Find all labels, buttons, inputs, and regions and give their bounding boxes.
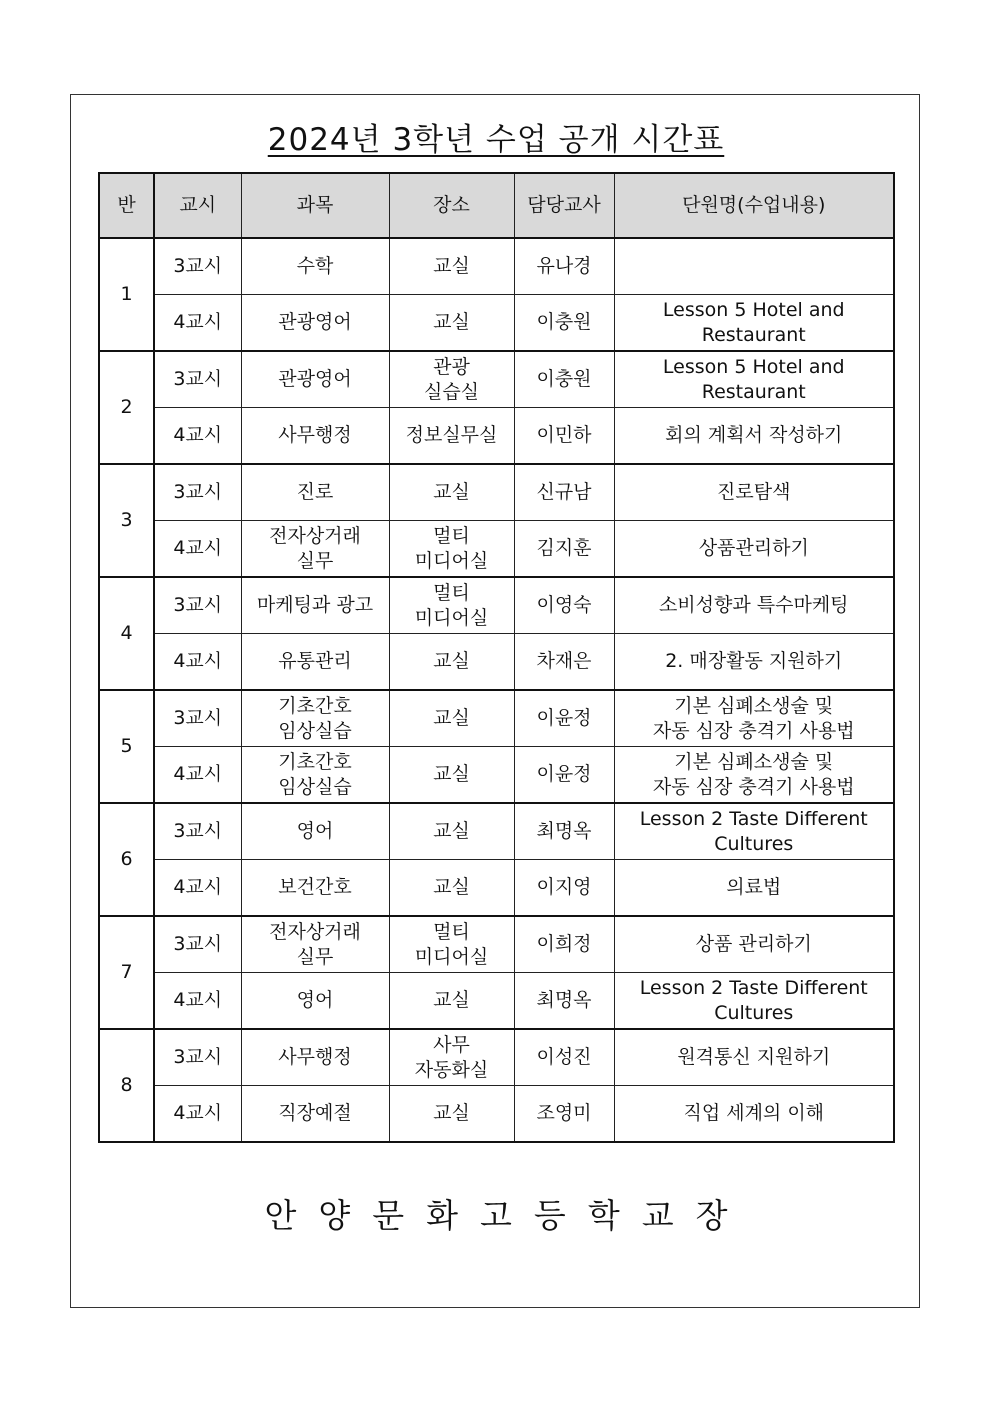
cell-subject <box>241 634 389 691</box>
place-line: 멀티 <box>433 581 470 604</box>
cell-period: 4교시 <box>154 1086 241 1143</box>
cell-subject <box>241 1029 389 1086</box>
cell-unit <box>614 464 894 521</box>
document-title-text: 2024년 3학년 수업 공개 시간표 <box>267 122 725 158</box>
cell-ban: 5 <box>99 690 154 803</box>
cell-period: 4교시 <box>154 295 241 352</box>
place-line: 교실 <box>433 650 470 672</box>
header-unit: 단원명(수업내용) <box>614 173 894 238</box>
cell-place <box>389 973 514 1030</box>
schedule-table <box>98 172 895 1143</box>
subject-line: 영어 <box>296 820 334 842</box>
place-line: 교실 <box>433 763 470 785</box>
subject-line: 영어 <box>296 989 334 1011</box>
cell-period: 3교시 <box>154 690 241 747</box>
cell-teacher: 신규남 <box>514 464 614 521</box>
cell-unit <box>614 634 894 691</box>
cell-teacher: 이영숙 <box>514 577 614 634</box>
cell-subject <box>241 916 389 973</box>
cell-period: 4교시 <box>154 634 241 691</box>
table-row <box>99 690 894 747</box>
school-principal-signature: 안양문화고등학교장 <box>264 1196 750 1235</box>
cell-subject <box>241 351 389 408</box>
table-row <box>99 577 894 634</box>
place-line: 정보실무실 <box>405 424 498 446</box>
cell-subject <box>241 238 389 295</box>
cell-period: 4교시 <box>154 521 241 578</box>
place-line: 교실 <box>433 707 470 729</box>
unit-line: Cultures <box>714 1001 794 1024</box>
unit-line: Cultures <box>714 832 794 855</box>
subject-line: 직장예절 <box>278 1102 352 1124</box>
subject-line: 사무행정 <box>278 1046 352 1068</box>
cell-ban: 4 <box>99 577 154 690</box>
subject-line: 유통관리 <box>278 650 352 672</box>
cell-ban: 6 <box>99 803 154 916</box>
cell-teacher: 조영미 <box>514 1086 614 1143</box>
cell-place <box>389 295 514 352</box>
place-line: 미디어실 <box>414 606 489 629</box>
cell-unit <box>614 860 894 917</box>
place-line: 교실 <box>433 311 470 333</box>
cell-ban: 1 <box>99 238 154 351</box>
cell-period: 4교시 <box>154 408 241 465</box>
subject-line: 마케팅과 광고 <box>256 594 374 616</box>
place-line: 교실 <box>433 820 470 842</box>
subject-line: 관광영어 <box>278 368 352 390</box>
subject-line: 실무 <box>296 945 334 968</box>
cell-unit <box>614 803 894 860</box>
cell-unit <box>614 577 894 634</box>
subject-line: 기초간호 <box>278 694 352 717</box>
unit-line: 진로탐색 <box>717 481 791 503</box>
cell-subject <box>241 973 389 1030</box>
cell-teacher: 최명옥 <box>514 803 614 860</box>
unit-line: 자동 심장 충격기 사용법 <box>652 719 855 742</box>
cell-subject <box>241 521 389 578</box>
table-row <box>99 973 894 1030</box>
place-line: 사무 <box>433 1033 470 1056</box>
cell-teacher: 이민하 <box>514 408 614 465</box>
subject-line: 전자상거래 <box>269 920 361 943</box>
cell-subject <box>241 690 389 747</box>
place-line: 자동화실 <box>414 1058 489 1081</box>
unit-line: Lesson 5 Hotel and <box>662 298 845 321</box>
cell-teacher: 이윤정 <box>514 690 614 747</box>
table-row <box>99 464 894 521</box>
cell-period: 3교시 <box>154 577 241 634</box>
unit-line: 상품관리하기 <box>698 537 809 559</box>
unit-line: 회의 계획서 작성하기 <box>665 424 843 446</box>
place-line: 교실 <box>433 1102 470 1124</box>
place-line: 미디어실 <box>414 945 489 968</box>
cell-unit <box>614 351 894 408</box>
place-line: 멀티 <box>433 920 470 943</box>
subject-line: 관광영어 <box>278 311 352 333</box>
unit-line: Lesson 2 Taste Different <box>639 976 868 999</box>
cell-place <box>389 408 514 465</box>
cell-teacher: 김지훈 <box>514 521 614 578</box>
cell-place <box>389 351 514 408</box>
cell-ban: 7 <box>99 916 154 1029</box>
place-line: 멀티 <box>433 524 470 547</box>
cell-ban: 8 <box>99 1029 154 1142</box>
header-teacher: 담당교사 <box>514 173 614 238</box>
unit-line: Restaurant <box>701 380 806 403</box>
place-line: 관광 <box>433 355 470 378</box>
place-line: 교실 <box>433 481 470 503</box>
unit-line: 원격통신 지원하기 <box>677 1046 831 1068</box>
cell-place <box>389 860 514 917</box>
cell-unit <box>614 916 894 973</box>
cell-period: 3교시 <box>154 351 241 408</box>
unit-line: Lesson 2 Taste Different <box>639 807 868 830</box>
unit-line: 기본 심폐소생술 및 <box>674 694 834 717</box>
table-row <box>99 916 894 973</box>
unit-line: Restaurant <box>701 323 806 346</box>
subject-line: 임상실습 <box>278 719 352 742</box>
table-row <box>99 521 894 578</box>
header-place: 장소 <box>389 173 514 238</box>
cell-teacher: 이윤정 <box>514 747 614 804</box>
cell-subject <box>241 1086 389 1143</box>
cell-teacher: 이지영 <box>514 860 614 917</box>
place-line: 실습실 <box>423 380 480 403</box>
cell-period: 3교시 <box>154 1029 241 1086</box>
cell-subject <box>241 803 389 860</box>
subject-line: 임상실습 <box>278 775 352 798</box>
cell-place <box>389 747 514 804</box>
cell-unit <box>614 747 894 804</box>
cell-unit <box>614 238 894 295</box>
cell-ban: 2 <box>99 351 154 464</box>
subject-line: 전자상거래 <box>269 524 361 547</box>
cell-subject <box>241 577 389 634</box>
cell-place <box>389 1086 514 1143</box>
cell-subject <box>241 295 389 352</box>
unit-line: Lesson 5 Hotel and <box>662 355 845 378</box>
cell-place <box>389 690 514 747</box>
cell-teacher: 이충원 <box>514 351 614 408</box>
cell-ban: 3 <box>99 464 154 577</box>
table-row <box>99 1029 894 1086</box>
cell-unit <box>614 408 894 465</box>
place-line: 교실 <box>433 876 470 898</box>
document-title <box>0 114 992 159</box>
cell-place <box>389 803 514 860</box>
table-row <box>99 860 894 917</box>
cell-subject <box>241 860 389 917</box>
subject-line: 수학 <box>296 255 334 277</box>
table-row <box>99 634 894 691</box>
subject-line: 진로 <box>296 481 334 503</box>
table-row <box>99 1086 894 1143</box>
table-row <box>99 747 894 804</box>
cell-place <box>389 238 514 295</box>
table-row <box>99 408 894 465</box>
unit-line: 상품 관리하기 <box>695 933 812 955</box>
cell-period: 4교시 <box>154 973 241 1030</box>
cell-unit <box>614 1086 894 1143</box>
cell-subject <box>241 747 389 804</box>
cell-unit <box>614 973 894 1030</box>
header-ban: 반 <box>99 173 154 238</box>
cell-unit <box>614 1029 894 1086</box>
cell-subject <box>241 464 389 521</box>
cell-place <box>389 521 514 578</box>
place-line: 교실 <box>433 255 470 277</box>
header-period: 교시 <box>154 173 241 238</box>
table-row <box>99 295 894 352</box>
table-row <box>99 238 894 295</box>
cell-teacher: 유나경 <box>514 238 614 295</box>
cell-place <box>389 916 514 973</box>
unit-line: 소비성향과 특수마케팅 <box>658 594 849 616</box>
unit-line: 자동 심장 충격기 사용법 <box>652 775 855 798</box>
place-line: 교실 <box>433 989 470 1011</box>
table-body <box>99 238 894 1142</box>
unit-line: 기본 심폐소생술 및 <box>674 750 834 773</box>
cell-place <box>389 634 514 691</box>
cell-teacher: 이성진 <box>514 1029 614 1086</box>
header-subject: 과목 <box>241 173 389 238</box>
unit-line: 의료법 <box>726 876 782 898</box>
cell-teacher: 이충원 <box>514 295 614 352</box>
subject-line: 실무 <box>296 549 334 572</box>
cell-subject <box>241 408 389 465</box>
cell-teacher: 최명옥 <box>514 973 614 1030</box>
cell-unit <box>614 295 894 352</box>
subject-line: 사무행정 <box>278 424 352 446</box>
cell-period: 3교시 <box>154 238 241 295</box>
cell-unit <box>614 521 894 578</box>
table-row <box>99 803 894 860</box>
cell-place <box>389 1029 514 1086</box>
cell-teacher: 이희정 <box>514 916 614 973</box>
cell-place <box>389 464 514 521</box>
cell-period: 4교시 <box>154 747 241 804</box>
cell-period: 3교시 <box>154 916 241 973</box>
cell-teacher: 차재은 <box>514 634 614 691</box>
cell-period: 4교시 <box>154 860 241 917</box>
table-row <box>99 351 894 408</box>
subject-line: 기초간호 <box>278 750 352 773</box>
subject-line: 보건간호 <box>278 876 352 898</box>
cell-period: 3교시 <box>154 803 241 860</box>
cell-period: 3교시 <box>154 464 241 521</box>
cell-unit <box>614 690 894 747</box>
place-line: 미디어실 <box>414 549 489 572</box>
unit-line: 2. 매장활동 지원하기 <box>665 650 843 672</box>
unit-line: 직업 세계의 이해 <box>683 1102 825 1124</box>
table-header-row <box>99 173 894 238</box>
cell-place <box>389 577 514 634</box>
